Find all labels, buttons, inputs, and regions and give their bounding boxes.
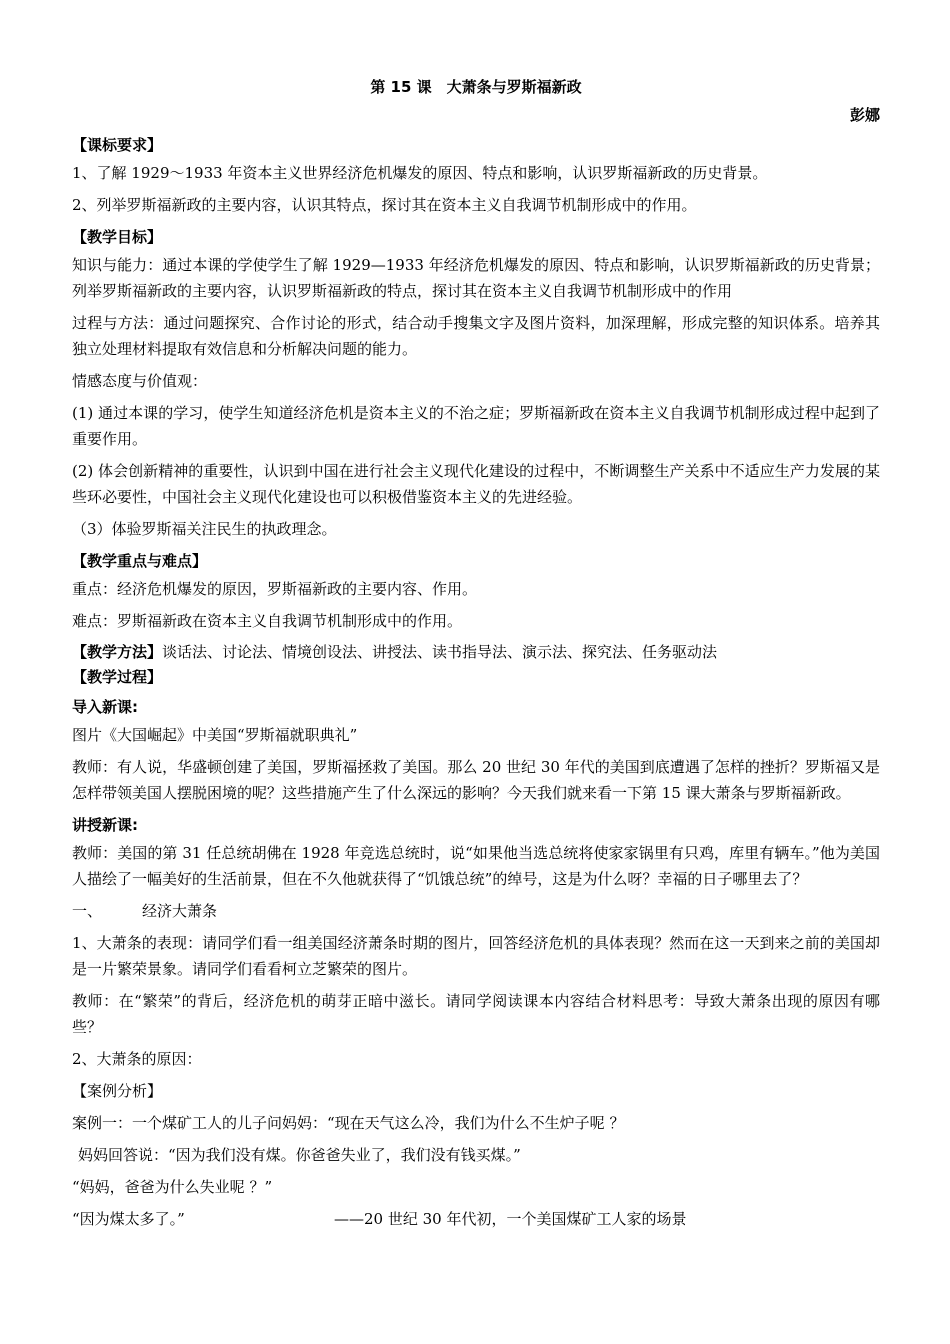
- part-number: 一、: [72, 902, 103, 920]
- case-heading: 【案例分析】: [72, 1082, 163, 1100]
- case-line-1: 案例一：一个煤矿工人的儿子问妈妈：“现在天气这么冷，我们为什么不生炉子呢 ？: [72, 1114, 625, 1132]
- document-page: [72, 74, 880, 1238]
- goals-emotion-item-3: （3）体验罗斯福关注民生的执政理念。: [72, 520, 337, 538]
- intro-teacher: 教师：有人说，华盛顿创建了美国，罗斯福拯救了美国。那么 20 世纪 30 年代的美国到底遭遇了怎样的挫折？罗斯福又是怎样带领美国人摆脱困境的呢？这些措施产生了什么深远的影响？今天我们就来看一下第 15 课大萧条与罗斯福新政。: [72, 758, 880, 802]
- case-last-right: ——20 世纪 30 年代初，一个美国煤矿工人家的场景: [334, 1210, 687, 1228]
- lecture-teacher: 教师：美国的第 31 任总统胡佛在 1928 年竞选总统时，说“如果他当选总统将使家家锅里有只鸡，库里有辆车。”他为美国人描绘了一幅美好的生活前景，但在不久他就获得了“饥饿总统”的绰号，这是为什么呀？幸福的日子哪里去了？: [72, 844, 880, 888]
- point-two: 2、大萧条的原因：: [72, 1050, 202, 1068]
- case-last-left: “因为煤太多了。”: [72, 1210, 185, 1228]
- methods-text: 谈话法、讨论法、情境创设法、讲授法、读书指导法、演示法、探究法、任务驱动法: [162, 643, 718, 661]
- methods-heading: 【教学方法】: [72, 643, 163, 661]
- lesson-title: 第 15 课 大萧条与罗斯福新政: [370, 78, 582, 96]
- standards-item-1: 1、了解 1929～1933 年资本主义世界经济危机爆发的原因、特点和影响，认识罗斯福新政的历史背景。: [72, 164, 768, 182]
- case-line-4: [72, 1206, 880, 1232]
- goals-process: 过程与方法：通过问题探究、合作讨论的形式，结合动手搜集文字及图片资料，加深理解，形成完整的知识体系。培养其独立处理材料提取有效信息和分析解决问题的能力。: [72, 314, 880, 358]
- case-line-2: 妈妈回答说：“因为我们没有煤。你爸爸失业了，我们没有钱买煤。”: [78, 1146, 521, 1164]
- goals-knowledge: 知识与能力：通过本课的学使学生了解 1929—1933 年经济危机爆发的原因、特点和影响，认识罗斯福新政的历史背景；列举罗斯福新政的主要内容，认识罗斯福新政的特点，探讨其在资本主义自我调节机制形成中的作用: [72, 256, 880, 300]
- point-one-teacher: 教师：在“繁荣”的背后，经济危机的萌芽正暗中滋长。请同学阅读课本内容结合材料思考：导致大萧条出现的原因有哪些？: [72, 992, 880, 1036]
- methods-row: [72, 640, 880, 664]
- point-one: 1、大萧条的表现：请同学们看一组美国经济萧条时期的图片，回答经济危机的具体表现？然而在这一天到来之前的美国却是一片繁荣景象。请同学们看看柯立芝繁荣的图片。: [72, 934, 880, 978]
- goals-emotion-label: 情感态度与价值观：: [72, 372, 208, 390]
- author-name: 彭娜: [849, 106, 880, 124]
- lecture-heading: 讲授新课:: [72, 816, 138, 834]
- case-line-3: “妈妈，爸爸为什么失业呢 ？”: [72, 1178, 273, 1196]
- part-one-heading: [72, 898, 880, 924]
- standards-item-2: 2、列举罗斯福新政的主要内容，认识其特点，探讨其在资本主义自我调节机制形成中的作用。: [72, 196, 697, 214]
- goals-heading: 【教学目标】: [72, 228, 163, 246]
- process-heading: 【教学过程】: [72, 668, 163, 686]
- part-title: 经济大萧条: [142, 902, 218, 920]
- intro-picture: 图片《大国崛起》中美国“罗斯福就职典礼”: [72, 726, 358, 744]
- goals-emotion-item-1: (1) 通过本课的学习，使学生知道经济危机是资本主义的不治之症；罗斯福新政在资本主义自我调节机制形成过程中起到了重要作用。: [72, 404, 880, 448]
- focus-difficult: 难点：罗斯福新政在资本主义自我调节机制形成中的作用。: [72, 612, 463, 630]
- focus-key: 重点：经济危机爆发的原因，罗斯福新政的主要内容、作用。: [72, 580, 478, 598]
- goals-emotion-item-2: (2) 体会创新精神的重要性，认识到中国在进行社会主义现代化建设的过程中，不断调整生产关系中不适应生产力发展的某些环必要性，中国社会主义现代化建设也可以积极借鉴资本主义的先进经验。: [72, 462, 880, 506]
- standards-heading: 【课标要求】: [72, 136, 163, 154]
- focus-heading: 【教学重点与难点】: [72, 552, 208, 570]
- intro-heading: 导入新课:: [72, 698, 138, 716]
